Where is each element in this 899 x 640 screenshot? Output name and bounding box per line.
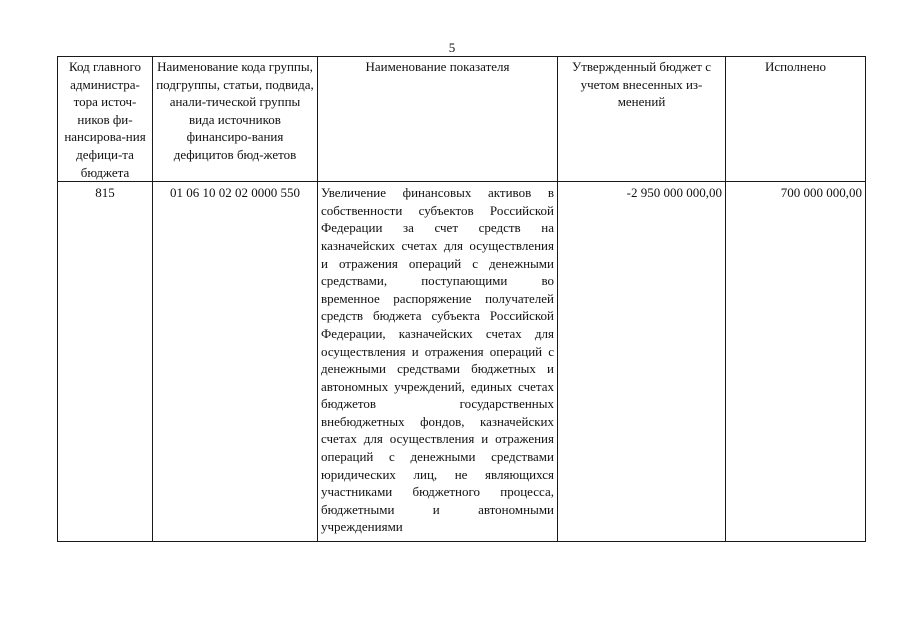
header-indicator-name: Наименование показателя [318,57,558,182]
header-source-code: Наименование кода группы, подгруппы, статьи, подвида, анали-тической группы вида источников финансиро-вания дефицитов бюд-жетов [153,57,318,182]
cell-approved-budget: -2 950 000 000,00 [558,182,726,542]
cell-executed: 700 000 000,00 [726,182,866,542]
table-row [58,182,866,542]
header-admin-code: Код главного администра-тора источ-ников фи-нансирова-ния дефици-та бюджета [58,57,153,182]
header-approved-budget: Утвержденный бюджет с учетом внесенных из-менений [558,57,726,182]
cell-admin-code: 815 [58,182,153,542]
cell-indicator-name: Увеличение финансовых активов в собственности субъектов Российской Федерации за счет средств на казначейских счетах для осуществления и отражения операций с денежными средствами, поступающими во временное распоряжение получателей средств бюджета субъекта Российской Федерации, казначейских счетах для осуществления и отражения операций с денежными средствами бюджетных и автономных учреждений, единых счетах бюджетов государственных внебюджетных фондов, казначейских счетах для осуществления и отражения операций с денежными средствами юридических лиц, не являющихся участниками бюджетного процесса, бюджетными и автономными учреждениями [318,182,558,542]
table-header [58,57,866,182]
table-body [58,182,866,542]
budget-sources-table [57,56,866,542]
page-number: 5 [448,40,456,55]
header-row [58,57,866,182]
cell-source-code: 01 06 10 02 02 0000 550 [153,182,318,542]
header-executed: Исполнено [726,57,866,182]
